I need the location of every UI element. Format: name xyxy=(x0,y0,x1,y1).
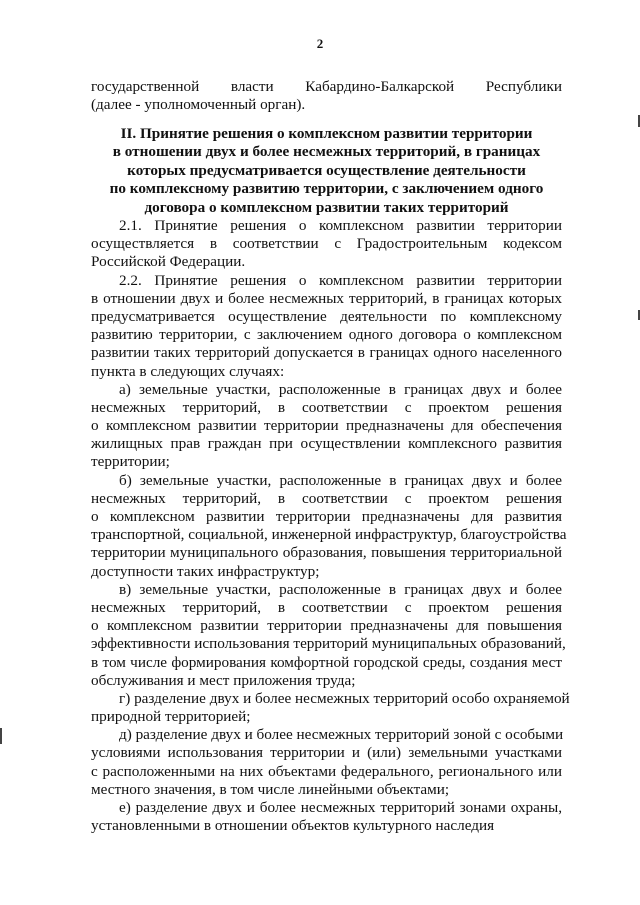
text-line: развитию территории, с заключением одного договора о комплексном xyxy=(91,326,562,344)
text-line: предусматривается осуществление деятельности по комплексному xyxy=(91,307,562,325)
text-line: осуществляется в соответствии с Градостроительным кодексом xyxy=(91,235,562,253)
section-heading xyxy=(91,125,562,217)
text-line: б) земельные участки, расположенные в границах двух и более xyxy=(119,471,562,489)
heading-line: II. Принятие решения о комплексном развитии территории xyxy=(120,125,533,142)
heading-line: договора о комплексном развитии таких территорий xyxy=(144,198,509,216)
paragraph-p-v xyxy=(91,580,566,690)
text-line: 2.1. Принятие решения о комплексном развитии территории xyxy=(119,217,562,234)
text-line: д) разделение двух и более несмежных территорий зоной с особыми xyxy=(119,726,564,744)
intro-text xyxy=(91,78,562,114)
paragraph-p-d xyxy=(91,726,562,799)
text-line: пункта в следующих случаях: xyxy=(91,362,285,380)
heading-line: по комплексному развитию территории, с заключением одного xyxy=(109,180,544,198)
text-line: территории муниципального образования, повышения территориальной xyxy=(91,544,562,562)
text-line: в том числе формирования комфортной городской среды, создания мест xyxy=(91,653,562,671)
text-line: несмежных территорий, в соответствии с проектом решения xyxy=(91,598,562,616)
text-line: (далее - уполномоченный орган). xyxy=(91,96,306,114)
text-line: жилищных прав граждан при осуществлении комплексного развития xyxy=(91,435,562,453)
text-line: природной территорией; xyxy=(91,708,251,726)
text-line: установленными в отношении объектов культурного наследия xyxy=(91,817,495,835)
text-line: государственной власти Кабардино-Балкарской Республики xyxy=(91,78,562,95)
text-line: местного значения, в том числе линейными объектами; xyxy=(91,780,450,798)
heading-line: которых предусматривается осуществление деятельности xyxy=(127,161,526,179)
paragraph-p-a xyxy=(91,381,562,472)
text-line: территории; xyxy=(91,453,170,471)
text-line: в отношении двух и более несмежных территорий, в границах которых xyxy=(91,289,562,307)
paragraph-p-2-1 xyxy=(91,217,562,272)
margin-mark xyxy=(0,728,2,744)
text-line: эффективности использования территорий муниципальных образований, xyxy=(91,635,566,653)
text-line: с расположенными на них объектами федерального, регионального или xyxy=(91,762,562,780)
text-line: условиями использования территории и (или) земельными участками xyxy=(91,744,562,762)
page-number: 2 xyxy=(316,36,324,51)
text-line: Российской Федерации. xyxy=(91,253,246,271)
text-line: 2.2. Принятие решения о комплексном развитии территории xyxy=(119,271,562,289)
text-line: доступности таких инфраструктур; xyxy=(91,562,320,580)
text-line: транспортной, социальной, инженерной инфраструктур, благоустройства xyxy=(91,526,567,544)
paragraph-p-b xyxy=(91,471,567,581)
text-line: несмежных территорий, в соответствии с проектом решения xyxy=(91,398,562,416)
paragraph-p-g xyxy=(91,689,570,726)
text-line: в) земельные участки, расположенные в границах двух и более xyxy=(119,580,562,598)
text-line: обслуживания и мест приложения труда; xyxy=(91,671,356,689)
text-line: развитии таких территорий допускается в границах одного населенного xyxy=(91,344,562,362)
document-body xyxy=(91,217,570,835)
text-line: а) земельные участки, расположенные в границах двух и более xyxy=(119,380,562,398)
paragraph-p-2-2 xyxy=(91,272,562,381)
text-line: о комплексном развитии территории предназначены для обеспечения xyxy=(91,417,562,435)
text-line: г) разделение двух и более несмежных территорий особо охраняемой xyxy=(119,689,570,707)
paragraph-p-e xyxy=(91,799,562,835)
text-line: о комплексном развитии территории предназначены для повышения xyxy=(91,617,562,635)
heading-line: в отношении двух и более несмежных территорий, в границах xyxy=(112,143,541,161)
text-line: о комплексном развитии территории предназначены для развития xyxy=(91,508,562,525)
text-line: е) разделение двух и более несмежных территорий зонами охраны, xyxy=(119,799,562,816)
text-line: несмежных территорий, в соответствии с проектом решения xyxy=(91,489,562,507)
